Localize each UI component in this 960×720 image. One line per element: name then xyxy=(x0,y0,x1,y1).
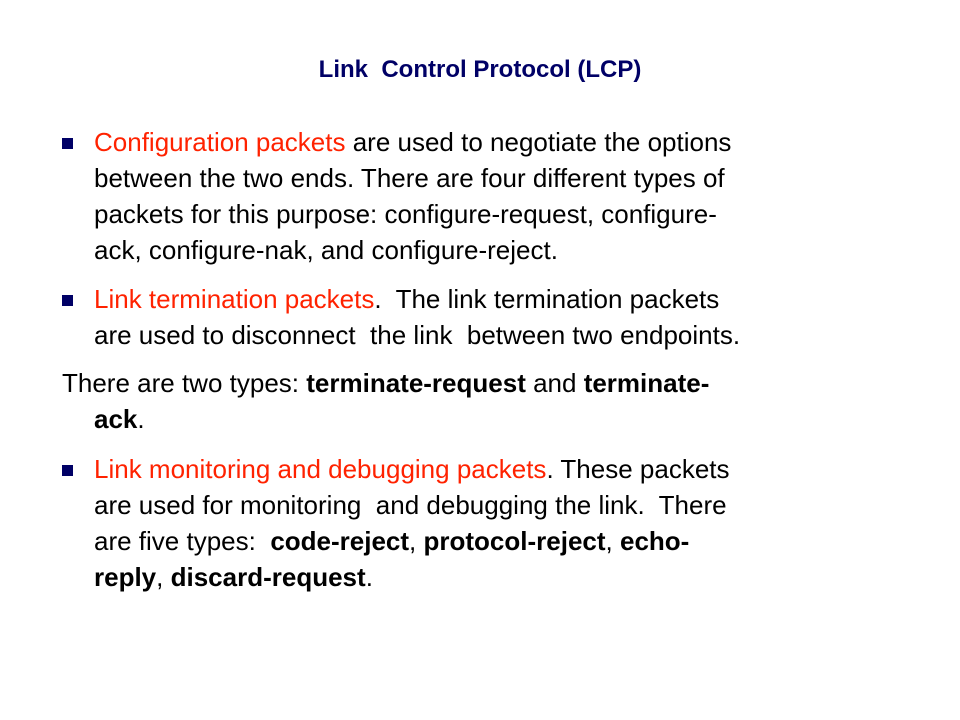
text-span: , xyxy=(605,526,620,556)
bullet-link-termination-packets xyxy=(94,281,740,353)
type-term: discard-request xyxy=(170,562,366,592)
text-line xyxy=(94,281,740,317)
highlight-term: Link monitoring and debugging packets xyxy=(94,454,547,484)
text-span: . xyxy=(365,562,373,592)
text-span: are five types: xyxy=(94,526,271,556)
bullet-link-monitoring-packets xyxy=(94,451,730,595)
square-bullet-icon xyxy=(62,138,73,149)
text-line xyxy=(94,523,730,559)
type-term: terminate- xyxy=(583,368,710,398)
text-line xyxy=(94,451,730,487)
text-span: , xyxy=(409,526,424,556)
square-bullet-icon xyxy=(62,295,73,306)
text-span: . xyxy=(137,404,145,434)
highlight-term: Configuration packets xyxy=(94,127,346,157)
text-span: and xyxy=(525,368,584,398)
slide-title: Link Control Protocol (LCP) xyxy=(318,56,642,83)
type-term: protocol-reject xyxy=(423,526,606,556)
text-span: . The link termination packets xyxy=(374,284,720,314)
text-line: packets for this purpose: configure-request, configure- xyxy=(94,199,717,229)
text-line: are used for monitoring and debugging the link. There xyxy=(94,490,727,520)
text-line: between the two ends. There are four different types of xyxy=(94,163,725,193)
type-term: code-reject xyxy=(270,526,410,556)
highlight-term: Link termination packets xyxy=(94,284,375,314)
text-line: ack, configure-nak, and configure-reject. xyxy=(94,235,558,265)
text-span: . These packets xyxy=(546,454,730,484)
bullet-configuration-packets xyxy=(94,124,731,268)
text-line: are used to disconnect the link between two endpoints. xyxy=(94,320,741,350)
text-line xyxy=(94,559,730,595)
type-term: terminate-request xyxy=(306,368,526,398)
text-line xyxy=(62,401,709,437)
type-term: echo- xyxy=(619,526,690,556)
text-span: There are two types: xyxy=(62,368,307,398)
text-span: , xyxy=(156,562,171,592)
text-span: are used to negotiate the options xyxy=(345,127,732,157)
square-bullet-icon xyxy=(62,465,73,476)
text-line xyxy=(94,124,731,160)
terminate-types-paragraph xyxy=(62,365,709,437)
type-term: ack xyxy=(94,404,138,434)
text-line xyxy=(62,365,709,401)
type-term: reply xyxy=(94,562,157,592)
